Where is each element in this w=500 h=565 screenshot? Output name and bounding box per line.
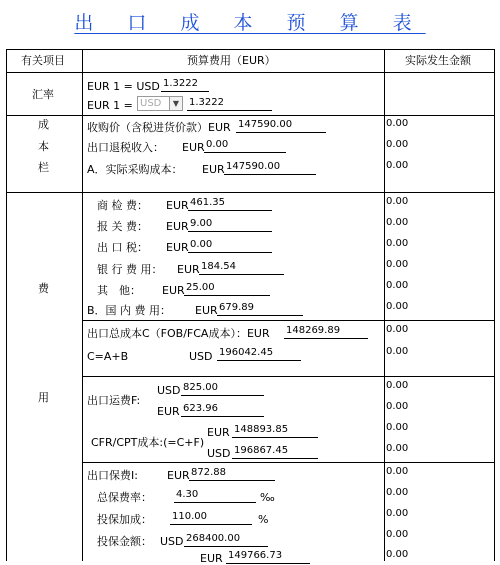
cfr-label: CFR/CPT成本:(=C+F) [91,436,205,449]
actual-value: 0.00 [386,160,409,171]
actual-value: 0.00 [386,508,409,519]
actual-value: 0.00 [386,529,409,540]
freight-label: 出口运费F: [87,394,141,407]
domestic-input[interactable]: 679.89 [217,302,303,316]
header-item: 有关项目 [21,54,65,67]
bank-input[interactable]: 184.54 [199,261,284,275]
purchase-input[interactable]: 147590.00 [236,119,326,133]
actual-value: 0.00 [386,380,409,391]
freight-usd-currency: USD [157,384,181,397]
actual-value: 0.00 [386,196,409,207]
insurance-currency: EUR [167,469,190,482]
last-currency: EUR [200,552,223,565]
actual-value: 0.00 [386,217,409,228]
fob-formula: C=A+B [87,350,129,363]
header-budget: 预算费用（EUR） [187,54,276,67]
cfr-eur-currency: EUR [207,426,230,439]
page-title: 出 口 成 本 预 算 表 [74,12,426,34]
actual-value: 0.00 [386,259,409,270]
markup-unit: % [258,513,269,526]
exchange-rate-2-input[interactable]: 1.3222 [187,97,272,111]
purchase-label: 收购价（含税进货价款）EUR [87,121,231,134]
other-currency: EUR [162,284,185,297]
section-cost-3: 栏 [38,161,49,174]
rate-input[interactable]: 4.30 [174,489,256,503]
amount-currency: USD [160,535,184,548]
last-input[interactable]: 149766.73 [226,550,310,564]
fob-label: 出口总成本C（FOB/FCA成本）：EUR [87,327,270,340]
rate-label: 总保费率： [97,491,152,504]
inspect-currency: EUR [166,199,189,212]
exchange-rate-input[interactable]: 1.3222 [161,78,209,92]
actual-value: 0.00 [386,118,409,129]
freight-eur-currency: EUR [157,405,180,418]
freight-eur-input[interactable]: 623.96 [181,403,264,417]
customs-input[interactable]: 9.00 [188,218,272,232]
actual-value: 0.00 [386,487,409,498]
fob-usd-input[interactable]: 196042.45 [217,347,301,361]
exchange-row1-label: EUR 1 = USD [87,80,160,93]
actual-value: 0.00 [386,280,409,291]
amount-label: 投保金额： [97,535,152,548]
actual-value: 0.00 [386,346,409,357]
actual-value: 0.00 [386,301,409,312]
actual-cost-label: A．实际采购成本： [87,163,183,176]
domestic-label: B．国 内 费 用： [87,304,172,317]
actual-value: 0.00 [386,139,409,150]
section-cost-2: 本 [38,140,49,153]
bank-currency: EUR [177,263,200,276]
fob-usd-currency: USD [189,350,213,363]
insurance-label: 出口保费I: [87,469,138,482]
customs-currency: EUR [166,220,189,233]
freight-usd-input[interactable]: 825.00 [181,382,264,396]
domestic-currency: EUR [195,304,218,317]
cfr-usd-input[interactable]: 196867.45 [232,445,318,459]
rate-unit: ‰ [260,491,275,504]
customs-label: 报 关 费： [97,220,148,233]
actual-value: 0.00 [386,238,409,249]
actual-value: 0.00 [386,324,409,335]
cfr-eur-input[interactable]: 148893.85 [232,424,318,438]
currency-select[interactable]: USD ▼ [137,96,183,111]
inspect-input[interactable]: 461.35 [188,197,272,211]
actual-cost-input[interactable]: 147590.00 [224,161,316,175]
header-actual: 实际发生金额 [405,54,471,67]
actual-cost-currency: EUR [202,163,225,176]
other-input[interactable]: 25.00 [184,282,270,296]
section-fee-2: 用 [38,391,49,404]
inspect-label: 商 检 费： [97,199,148,212]
chevron-down-icon: ▼ [169,97,182,110]
actual-value: 0.00 [386,466,409,477]
section-cost-1: 成 [38,118,49,131]
tax-input[interactable]: 0.00 [188,239,272,253]
exchange-row2-label: EUR 1 = [87,99,133,112]
actual-value: 0.00 [386,443,409,454]
fob-eur-input[interactable]: 148269.89 [284,325,368,339]
actual-value: 0.00 [386,549,409,560]
other-label: 其 他： [97,284,141,297]
refund-label: 出口退税收入： [87,141,164,154]
actual-value: 0.00 [386,422,409,433]
cfr-usd-currency: USD [207,447,231,460]
tax-currency: EUR [166,241,189,254]
section-exchange: 汇率 [32,88,54,101]
markup-input[interactable]: 110.00 [170,511,252,525]
bank-label: 银 行 费 用： [97,263,163,276]
refund-input[interactable]: 0.00 [204,139,286,153]
amount-input[interactable]: 268400.00 [184,533,268,547]
actual-value: 0.00 [386,401,409,412]
section-fee-1: 费 [38,282,49,295]
tax-label: 出 口 税： [97,241,148,254]
insurance-input[interactable]: 872.88 [189,467,275,481]
markup-label: 投保加成： [97,513,152,526]
refund-currency: EUR [182,141,205,154]
